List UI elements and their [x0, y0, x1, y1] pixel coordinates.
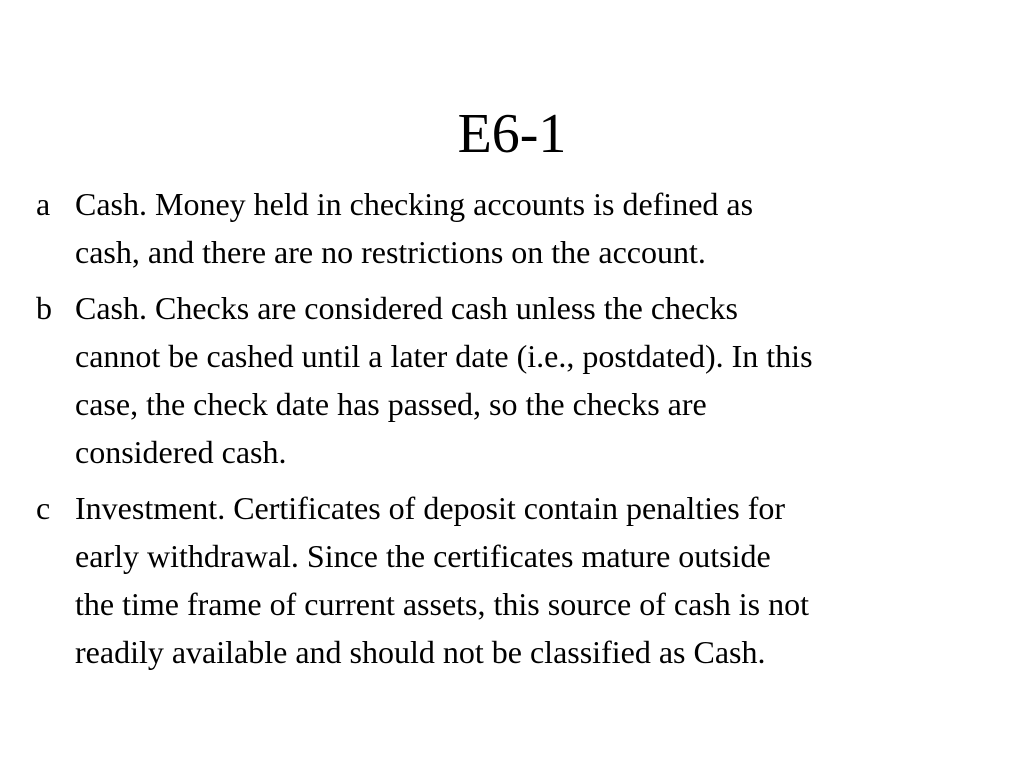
answer-item-c — [36, 484, 1006, 676]
item-text: Cash. Money held in checking accounts is defined as cash, and there are no restrictions on the account. — [75, 186, 754, 270]
item-letter: b — [36, 290, 52, 326]
answer-list — [36, 180, 1006, 684]
slide-title: E6-1 — [457, 103, 567, 165]
item-letter: a — [36, 186, 51, 222]
item-letter: c — [36, 490, 51, 526]
item-text: Investment. Certificates of deposit contain penalties for early withdrawal. Since the certificates mature outside the time frame of current assets, this source of cash is not readily available and should not be classified as Cash. — [75, 490, 809, 670]
answer-item-a — [36, 180, 1006, 276]
item-text: Cash. Checks are considered cash unless the checks cannot be cashed until a later date (i.e., postdated). In this case, the check date has passed, so the checks are considered cash. — [75, 290, 813, 470]
answer-item-b — [36, 284, 1006, 476]
